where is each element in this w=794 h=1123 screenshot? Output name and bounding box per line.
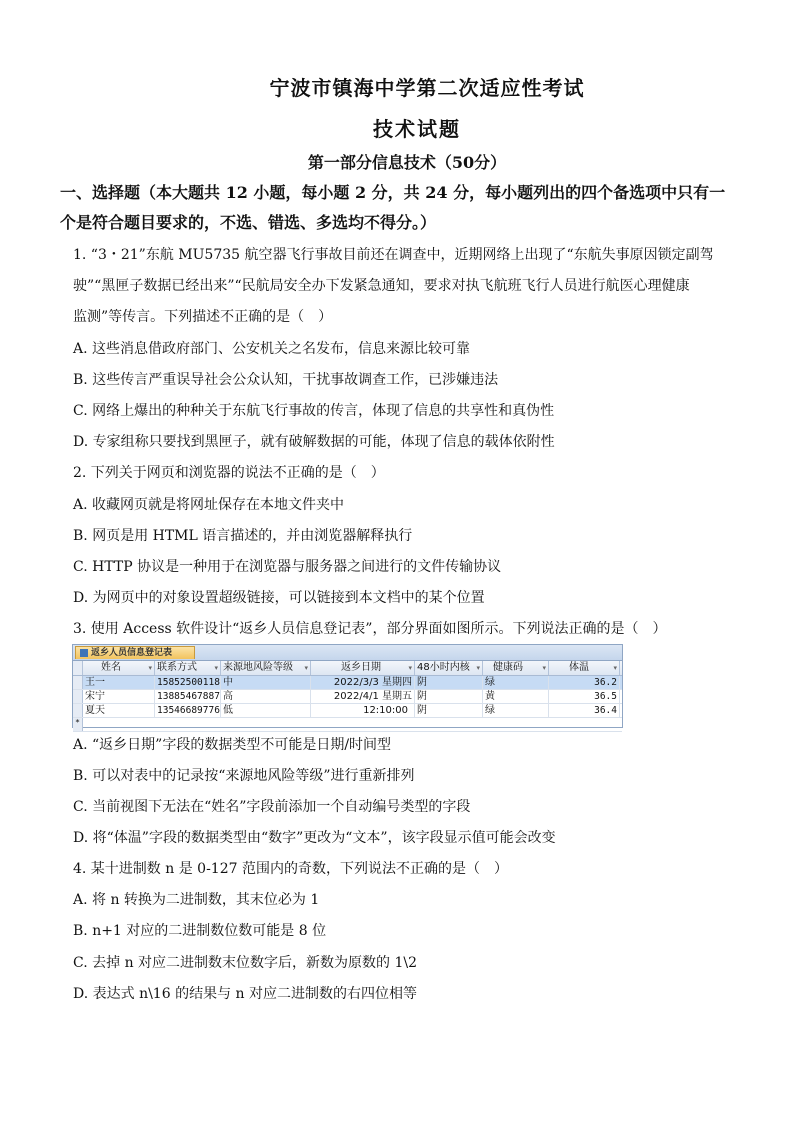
q2-option-c: C. HTTP 协议是一种用于在浏览器与服务器之间进行的文件传输协议: [73, 559, 502, 575]
table-icon: [80, 649, 88, 657]
cell-phone[interactable]: 13546689776: [157, 705, 220, 716]
table-row[interactable]: [73, 704, 622, 718]
cell-risk[interactable]: 中: [221, 676, 311, 689]
column-header-health-code[interactable]: [483, 661, 549, 675]
q4-stem: 4. 某十进制数 n 是 0-127 范围内的奇数，下列说法不正确的是（ ）: [73, 861, 508, 877]
row-selector[interactable]: [73, 690, 83, 703]
q2-option-b: B. 网页是用 HTML 语言描述的，并由浏览器解释执行: [73, 528, 413, 544]
cell-phone[interactable]: 15852500118: [157, 677, 220, 688]
q2-option-a: A. 收藏网页就是将网址保存在本地文件夹中: [73, 497, 345, 513]
cell-temperature[interactable]: 36.4: [549, 704, 620, 717]
cell-return-date[interactable]: 2022/4/1 星期五: [311, 690, 415, 703]
new-record-marker[interactable]: *: [73, 718, 83, 731]
q4-option-c: C. 去掉 n 对应二进制数末位数字后，新数为原数的 1\2: [73, 955, 418, 971]
cell-phone[interactable]: 13885467887: [157, 691, 220, 702]
q3-option-b: B. 可以对表中的记录按“来源地风险等级”进行重新排列: [73, 768, 415, 784]
section-heading-line1: 一、选择题（本大题共 12 小题，每小题 2 分，共 24 分，每小题列出的四个备选项中只有一: [60, 183, 726, 202]
header-row: [73, 661, 622, 676]
exam-title: 宁波市镇海中学第二次适应性考试: [269, 76, 585, 100]
dropdown-icon[interactable]: ▾: [476, 664, 480, 672]
q1-option-a: A. 这些消息借政府部门、公安机关之名发布，信息来源比较可靠: [73, 341, 471, 357]
q4-option-a: A. 将 n 转换为二进制数，其末位必为 1: [73, 892, 320, 908]
q3-option-a: A. “返乡日期”字段的数据类型不可能是日期/时间型: [73, 737, 392, 753]
dropdown-icon[interactable]: ▾: [613, 664, 617, 672]
q3-option-c: C. 当前视图下无法在“姓名”字段前添加一个自动编号类型的字段: [73, 799, 471, 815]
cell-temperature[interactable]: 36.2: [549, 676, 620, 689]
section-heading-line2: 个是符合题目要求的，不选、错选、多选均不得分。）: [60, 213, 437, 232]
dropdown-icon[interactable]: ▾: [148, 664, 152, 672]
new-record-row[interactable]: [73, 718, 622, 732]
column-header-risk[interactable]: [221, 661, 311, 675]
q2-option-d: D. 为网页中的对象设置超级链接，可以链接到本文档中的某个位置: [73, 590, 485, 606]
cell-temperature[interactable]: 36.5: [549, 690, 620, 703]
column-header-phone[interactable]: [155, 661, 221, 675]
dropdown-icon[interactable]: ▾: [408, 664, 412, 672]
q1-option-d: D. 专家组称只要找到黑匣子，就有破解数据的可能，体现了信息的载体依附性: [73, 434, 555, 450]
dropdown-icon[interactable]: ▾: [542, 664, 546, 672]
cell-48h[interactable]: 阴: [415, 676, 483, 689]
cell-risk[interactable]: 高: [221, 690, 311, 703]
column-header-label: 体温: [569, 662, 589, 673]
cell-name[interactable]: 王一: [83, 676, 155, 689]
cell-return-date[interactable]: 2022/3/3 星期四: [311, 676, 415, 689]
cell-name[interactable]: 宋宁: [83, 690, 155, 703]
datasheet-grid: [73, 661, 622, 732]
column-header-label: 来源地风险等级: [223, 662, 293, 673]
cell-risk[interactable]: 低: [221, 704, 311, 717]
table-row[interactable]: [73, 676, 622, 690]
q1-stem-line2: 驶”“黑匣子数据已经出来”“民航局安全办下发紧急通知，要求对执飞航班飞行人员进行航医心理健康: [73, 278, 690, 294]
q3-stem: 3. 使用 Access 软件设计“返乡人员信息登记表”，部分界面如图所示。下列说法正确的是（ ）: [73, 621, 667, 637]
q4-option-b: B. n+1 对应的二进制数位数可能是 8 位: [73, 923, 327, 939]
cell-health-code[interactable]: 黄: [483, 690, 549, 703]
column-header-return-date[interactable]: [311, 661, 415, 675]
column-header-label: 返乡日期: [341, 662, 381, 673]
access-datasheet: [72, 644, 623, 728]
column-header-temperature[interactable]: [549, 661, 620, 675]
row-selector-corner[interactable]: [73, 661, 83, 675]
table-tab[interactable]: [75, 646, 195, 659]
column-header-label: 联系方式: [157, 662, 197, 673]
row-selector[interactable]: [73, 676, 83, 689]
exam-subtitle: 技术试题: [373, 117, 461, 141]
cell-48h[interactable]: 阴: [415, 704, 483, 717]
cell-return-date[interactable]: 12:10:00: [311, 704, 415, 717]
column-header-label: 48小时内核: [417, 662, 470, 673]
column-header-48h[interactable]: [415, 661, 483, 675]
q1-option-c: C. 网络上爆出的种种关于东航飞行事故的传言，体现了信息的共享性和真伪性: [73, 403, 555, 419]
column-header-name[interactable]: [83, 661, 155, 675]
dropdown-icon[interactable]: ▾: [304, 664, 308, 672]
column-header-label: 姓名: [101, 662, 121, 673]
access-tab-bar: [73, 645, 622, 661]
q1-stem-line3: 监测”等传言。下列描述不正确的是（ ）: [73, 309, 333, 325]
column-header-label: 健康码: [493, 662, 523, 673]
q4-option-d: D. 表达式 n\16 的结果与 n 对应二进制数的右四位相等: [73, 986, 417, 1002]
cell-name[interactable]: 夏天: [83, 704, 155, 717]
table-tab-label: 返乡人员信息登记表: [91, 648, 173, 658]
q3-option-d: D. 将“体温”字段的数据类型由“数字”更改为“文本”，该字段显示值可能会改变: [73, 830, 556, 846]
row-selector[interactable]: [73, 704, 83, 717]
dropdown-icon[interactable]: ▾: [214, 664, 218, 672]
q1-option-b: B. 这些传言严重误导社会公众认知，干扰事故调查工作，已涉嫌违法: [73, 372, 499, 388]
q2-stem: 2. 下列关于网页和浏览器的说法不正确的是（ ）: [73, 465, 385, 481]
part-title: 第一部分信息技术（50分）: [307, 153, 507, 172]
table-row[interactable]: [73, 690, 622, 704]
q1-stem-line1: 1. “3・21”东航 MU5735 航空器飞行事故目前还在调查中，近期网络上出现了“东航失事原因锁定副驾: [73, 247, 714, 263]
cell-health-code[interactable]: 绿: [483, 704, 549, 717]
cell-48h[interactable]: 阴: [415, 690, 483, 703]
cell-health-code[interactable]: 绿: [483, 676, 549, 689]
